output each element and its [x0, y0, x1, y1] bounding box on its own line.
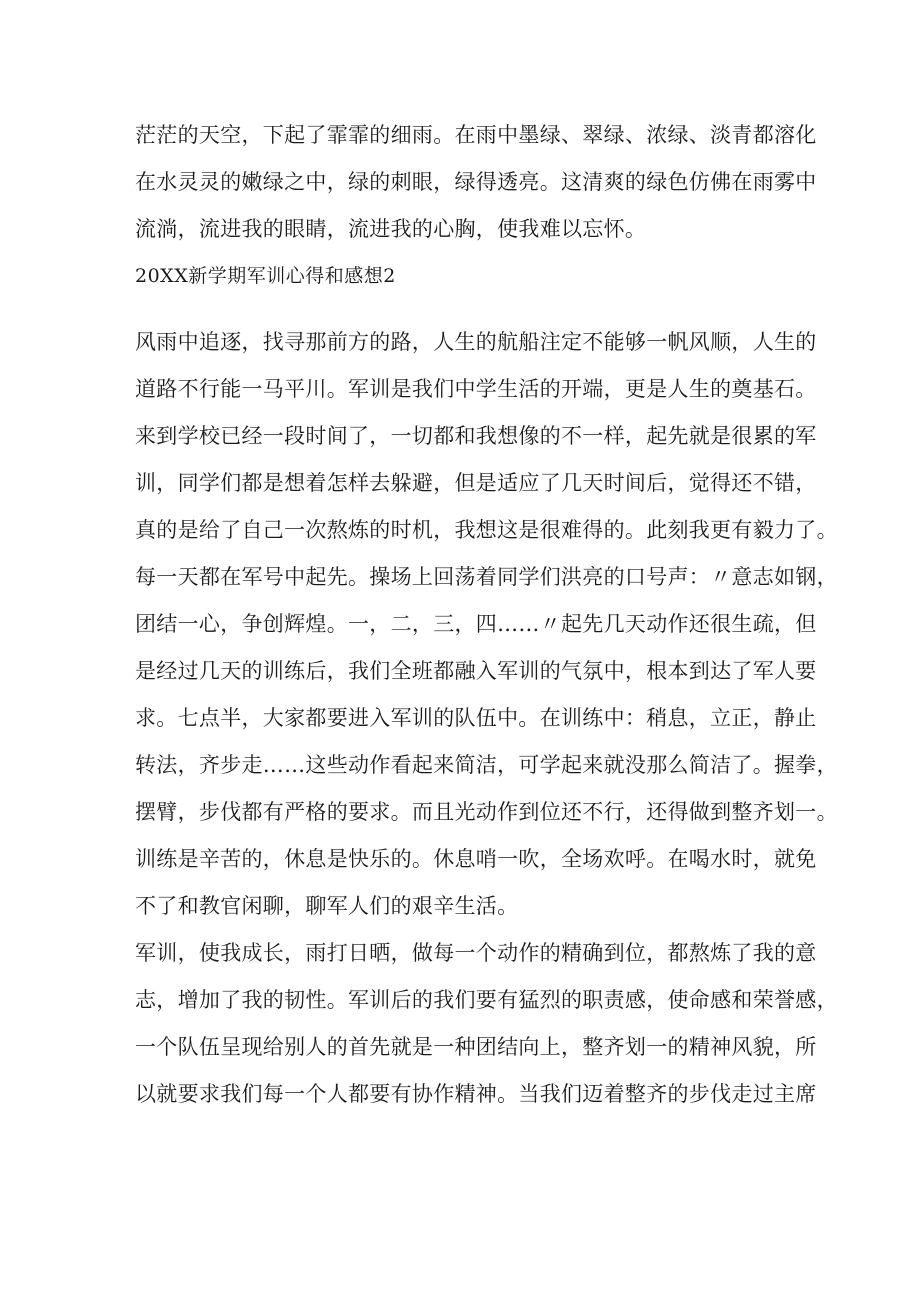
- text-line: 摆臂，步伐都有严格的要求。而且光动作到位还不行，还得做到整齐划一。: [135, 800, 838, 824]
- text-line: 茫茫的天空，下起了霏霏的细雨。在雨中墨绿、翠绿、浓绿、淡青都溶化: [135, 123, 817, 147]
- text-line: 志，增加了我的韧性。军训后的我们要有猛烈的职责感，使命感和荣誉感，: [135, 988, 838, 1012]
- text-line: 军训，使我成长，雨打日晒，做每一个动作的精确到位，都熬炼了我的意: [135, 941, 817, 965]
- document-page: [135, 112, 838, 1118]
- paragraph-training: [135, 319, 838, 930]
- text-line: 每一天都在军号中起先。操场上回荡着同学们洪亮的口号声：〃意志如钢，: [135, 565, 838, 589]
- text-line: 转法，齐步走……这些动作看起来简洁，可学起来就没那么简洁了。握拳，: [135, 753, 838, 777]
- text-line: 训，同学们都是想着怎样去躲避，但是适应了几天时间后，觉得还不错，: [135, 471, 817, 495]
- text-line: 在水灵灵的嫩绿之中，绿的刺眼，绿得透亮。这清爽的绿色仿佛在雨雾中: [135, 170, 817, 194]
- text-line: 流淌，流进我的眼睛，流进我的心胸，使我难以忘怀。: [135, 217, 647, 241]
- text-line: 团结一心，争创辉煌。一，二，三，四……〃起先几天动作还很生疏，但: [135, 612, 817, 636]
- text-line: 是经过几天的训练后，我们全班都融入军训的气氛中，根本到达了军人要: [135, 659, 817, 683]
- text-line: 不了和教官闲聊，聊军人们的艰辛生活。: [135, 894, 519, 918]
- paragraph-rain: [135, 112, 817, 253]
- text-line: 来到学校已经一段时间了，一切都和我想像的不一样，起先就是很累的军: [135, 424, 817, 448]
- text-line: 风雨中追逐，找寻那前方的路，人生的航船注定不能够一帆风顺，人生的: [135, 330, 817, 354]
- text-line: 一个队伍呈现给别人的首先就是一种团结向上，整齐划一的精神风貌，所: [135, 1035, 817, 1059]
- section-heading: 20XX新学期军训心得和感想2: [135, 265, 396, 287]
- text-line: 真的是给了自己一次熬炼的时机，我想这是很难得的。此刻我更有毅力了。: [135, 518, 838, 542]
- text-line: 道路不行能一马平川。军训是我们中学生活的开端，更是人生的奠基石。: [135, 377, 817, 401]
- text-line: 求。七点半，大家都要进入军训的队伍中。在训练中：稍息，立正，静止: [135, 706, 817, 730]
- text-line: 训练是辛苦的，休息是快乐的。休息哨一吹，全场欢呼。在喝水时，就免: [135, 847, 817, 871]
- paragraph-growth: [135, 930, 838, 1118]
- text-line: 以就要求我们每一个人都要有协作精神。当我们迈着整齐的步伐走过主席: [135, 1082, 817, 1106]
